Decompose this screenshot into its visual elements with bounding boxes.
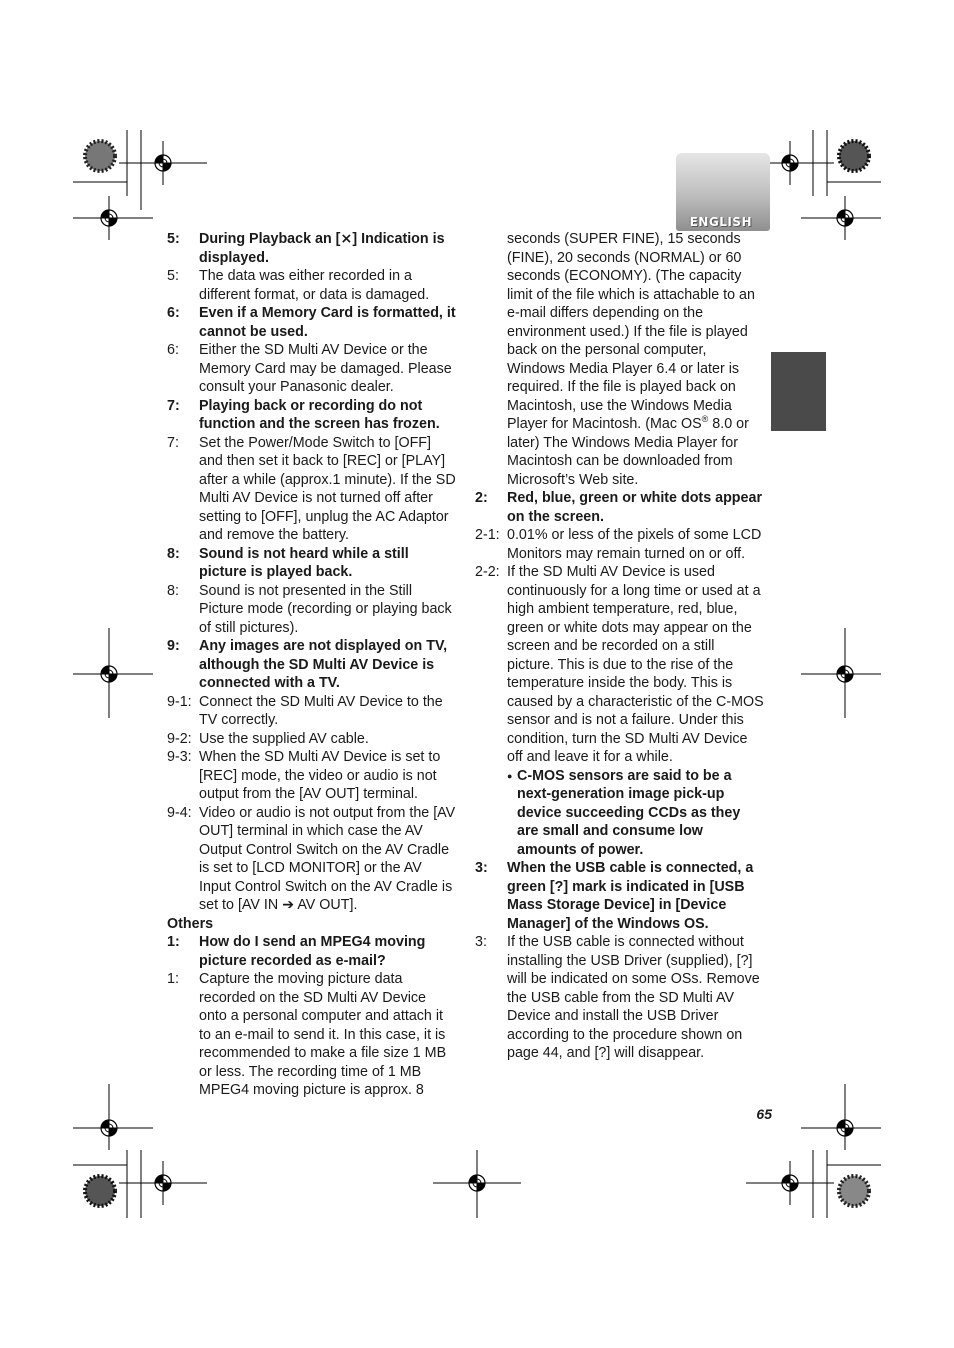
entry-number: 9-1: bbox=[167, 693, 192, 710]
entry-number: 5: bbox=[167, 231, 180, 247]
question-entry bbox=[167, 637, 457, 693]
entry-number: 5: bbox=[167, 268, 179, 284]
question-entry bbox=[167, 397, 457, 434]
entry-text: Even if a Memory Card is formatted, it cannot be used. bbox=[199, 305, 456, 340]
entry-text: Red, blue, green or white dots appear on the screen. bbox=[507, 490, 763, 525]
question-entry bbox=[475, 859, 765, 933]
entry-text: During Playback an [⨯] Indication is displayed. bbox=[199, 231, 445, 266]
entry-text: The data was either recorded in a different format, or data is damaged. bbox=[199, 268, 430, 303]
question-entry bbox=[167, 545, 457, 582]
language-tab bbox=[676, 153, 770, 231]
entry-number: 2: bbox=[475, 490, 488, 506]
answer-entry bbox=[475, 526, 765, 563]
answer-entry bbox=[167, 267, 457, 304]
question-entry bbox=[167, 304, 457, 341]
answer-entry bbox=[475, 933, 765, 1063]
language-tab-label: ENGLISH bbox=[689, 215, 752, 229]
answer-entry bbox=[167, 341, 457, 397]
entry-text: Set the Power/Mode Switch to [OFF] and then set it back to [REC] or [PLAY] after a while (approx.1 minute). If the SD Multi AV Device is not turned off after setting to [OFF], unplug the AC Adaptor and remove the battery. bbox=[199, 434, 456, 543]
entry-number: 2-2: bbox=[475, 564, 500, 580]
entry-text: Playing back or recording do not function and the screen has frozen. bbox=[199, 397, 440, 432]
answer-entry bbox=[167, 730, 457, 749]
entry-number: 7: bbox=[167, 434, 179, 451]
bullet-icon: ● bbox=[507, 770, 513, 781]
entry-text: If the USB cable is connected without installing the USB Driver (supplied), [?] will be indicated on some OSs. Remove the USB cable from the SD Multi AV Device and install the USB Driver according to the procedure shown on page 44, and [?] will disappear. bbox=[507, 934, 760, 1061]
entry-text: Use the supplied AV cable. bbox=[199, 730, 369, 747]
bullet-text: C-MOS sensors are said to be a next-generation image pick-up device succeeding CCDs as they are small and consume low amounts of power. bbox=[517, 767, 741, 858]
answer-entry bbox=[167, 970, 457, 1100]
page-number: 65 bbox=[756, 1106, 772, 1122]
entry-number: 8: bbox=[167, 582, 179, 599]
answer-entry bbox=[475, 563, 765, 767]
entry-text: Video or audio is not output from the [AV OUT] terminal in which case the AV Output Control Switch on the AV Cradle is set to [LCD MONITOR] or the AV Input Control Switch on the AV Cradle is set to [AV IN ➔ AV OUT]. bbox=[199, 804, 456, 913]
answer-entry bbox=[167, 693, 457, 730]
left-column bbox=[167, 230, 457, 1100]
section-heading: Others bbox=[167, 915, 214, 932]
entry-number: 9: bbox=[167, 638, 180, 654]
entry-number: 1: bbox=[167, 971, 179, 987]
entry-number: 6: bbox=[167, 342, 179, 358]
answer-entry bbox=[167, 434, 457, 545]
bullet-note bbox=[475, 767, 765, 860]
entry-text: 0.01% or less of the pixels of some LCD Monitors may remain turned on or off. bbox=[507, 527, 762, 562]
entry-number: 2-1: bbox=[475, 527, 500, 543]
right-column bbox=[475, 230, 765, 1063]
entry-number: 8: bbox=[167, 545, 180, 562]
entry-text: Either the SD Multi AV Device or the Memory Card may be damaged. Please consult your Panasonic dealer. bbox=[199, 342, 452, 395]
question-entry bbox=[475, 489, 765, 526]
entry-text: Connect the SD Multi AV Device to the TV correctly. bbox=[199, 693, 443, 728]
answer-entry bbox=[167, 804, 457, 915]
entry-text: When the USB cable is connected, a green [?] mark is indicated in [USB Mass Storage Device] in [Device Manager] of the Windows OS. bbox=[507, 860, 754, 932]
entry-number: 7: bbox=[167, 397, 180, 414]
entry-text: If the SD Multi AV Device is used continuously for a long time or used at a high ambient temperature, red, blue, green or white dots may appear on the screen and be recorded on a still picture. This is due to the rise of the temperature inside the body. This is caused by a characteristic of the C-MOS sensor and is not a failure. Under this condition, turn the SD Multi AV Device off and leave it for a while. bbox=[507, 564, 764, 765]
entry-number: 1: bbox=[167, 934, 180, 950]
answer-entry bbox=[167, 582, 457, 638]
answer-entry bbox=[167, 748, 457, 804]
entry-text: Sound is not heard while a still picture is played back. bbox=[199, 545, 409, 580]
entry-number: 9-2: bbox=[167, 730, 192, 747]
question-entry bbox=[167, 933, 457, 970]
entry-number: 3: bbox=[475, 934, 487, 950]
entry-number: 6: bbox=[167, 305, 180, 321]
question-entry bbox=[167, 230, 457, 267]
section-side-tab bbox=[771, 352, 826, 431]
entry-text: Capture the moving picture data recorded on the SD Multi AV Device onto a personal computer and attach it to an e-mail to send it. In this case, it is recommended to make a file size 1 MB or less. The recording time of 1 MB MPEG4 moving picture is approx. 8 bbox=[199, 971, 447, 1098]
paragraph-continuation: seconds (SUPER FINE), 15 seconds (FINE), 20 seconds (NORMAL) or 60 seconds (ECONOMY). (The capacity limit of the file which is attachable to an e-mail differs depending on the environment used.) If the file is played back on the personal computer, Windows Media Player 6.4 or later is required. If the file is played back on Macintosh, use the Windows Media Player for Macintosh. (Mac OS® 8.0 or later) The Windows Media Player for Macintosh can be downloaded from Microsoft’s Web site. bbox=[507, 231, 755, 488]
entry-text: Sound is not presented in the Still Picture mode (recording or playing back of still pictures). bbox=[199, 582, 452, 636]
entry-text: When the SD Multi AV Device is set to [REC] mode, the video or audio is not output from the [AV OUT] terminal. bbox=[199, 749, 441, 802]
entry-number: 9-3: bbox=[167, 749, 192, 765]
entry-number: 9-4: bbox=[167, 804, 192, 821]
entry-number: 3: bbox=[475, 860, 488, 876]
entry-text: Any images are not displayed on TV, although the SD Multi AV Device is connected with a TV. bbox=[199, 638, 448, 691]
entry-text: How do I send an MPEG4 moving picture recorded as e-mail? bbox=[199, 934, 426, 969]
